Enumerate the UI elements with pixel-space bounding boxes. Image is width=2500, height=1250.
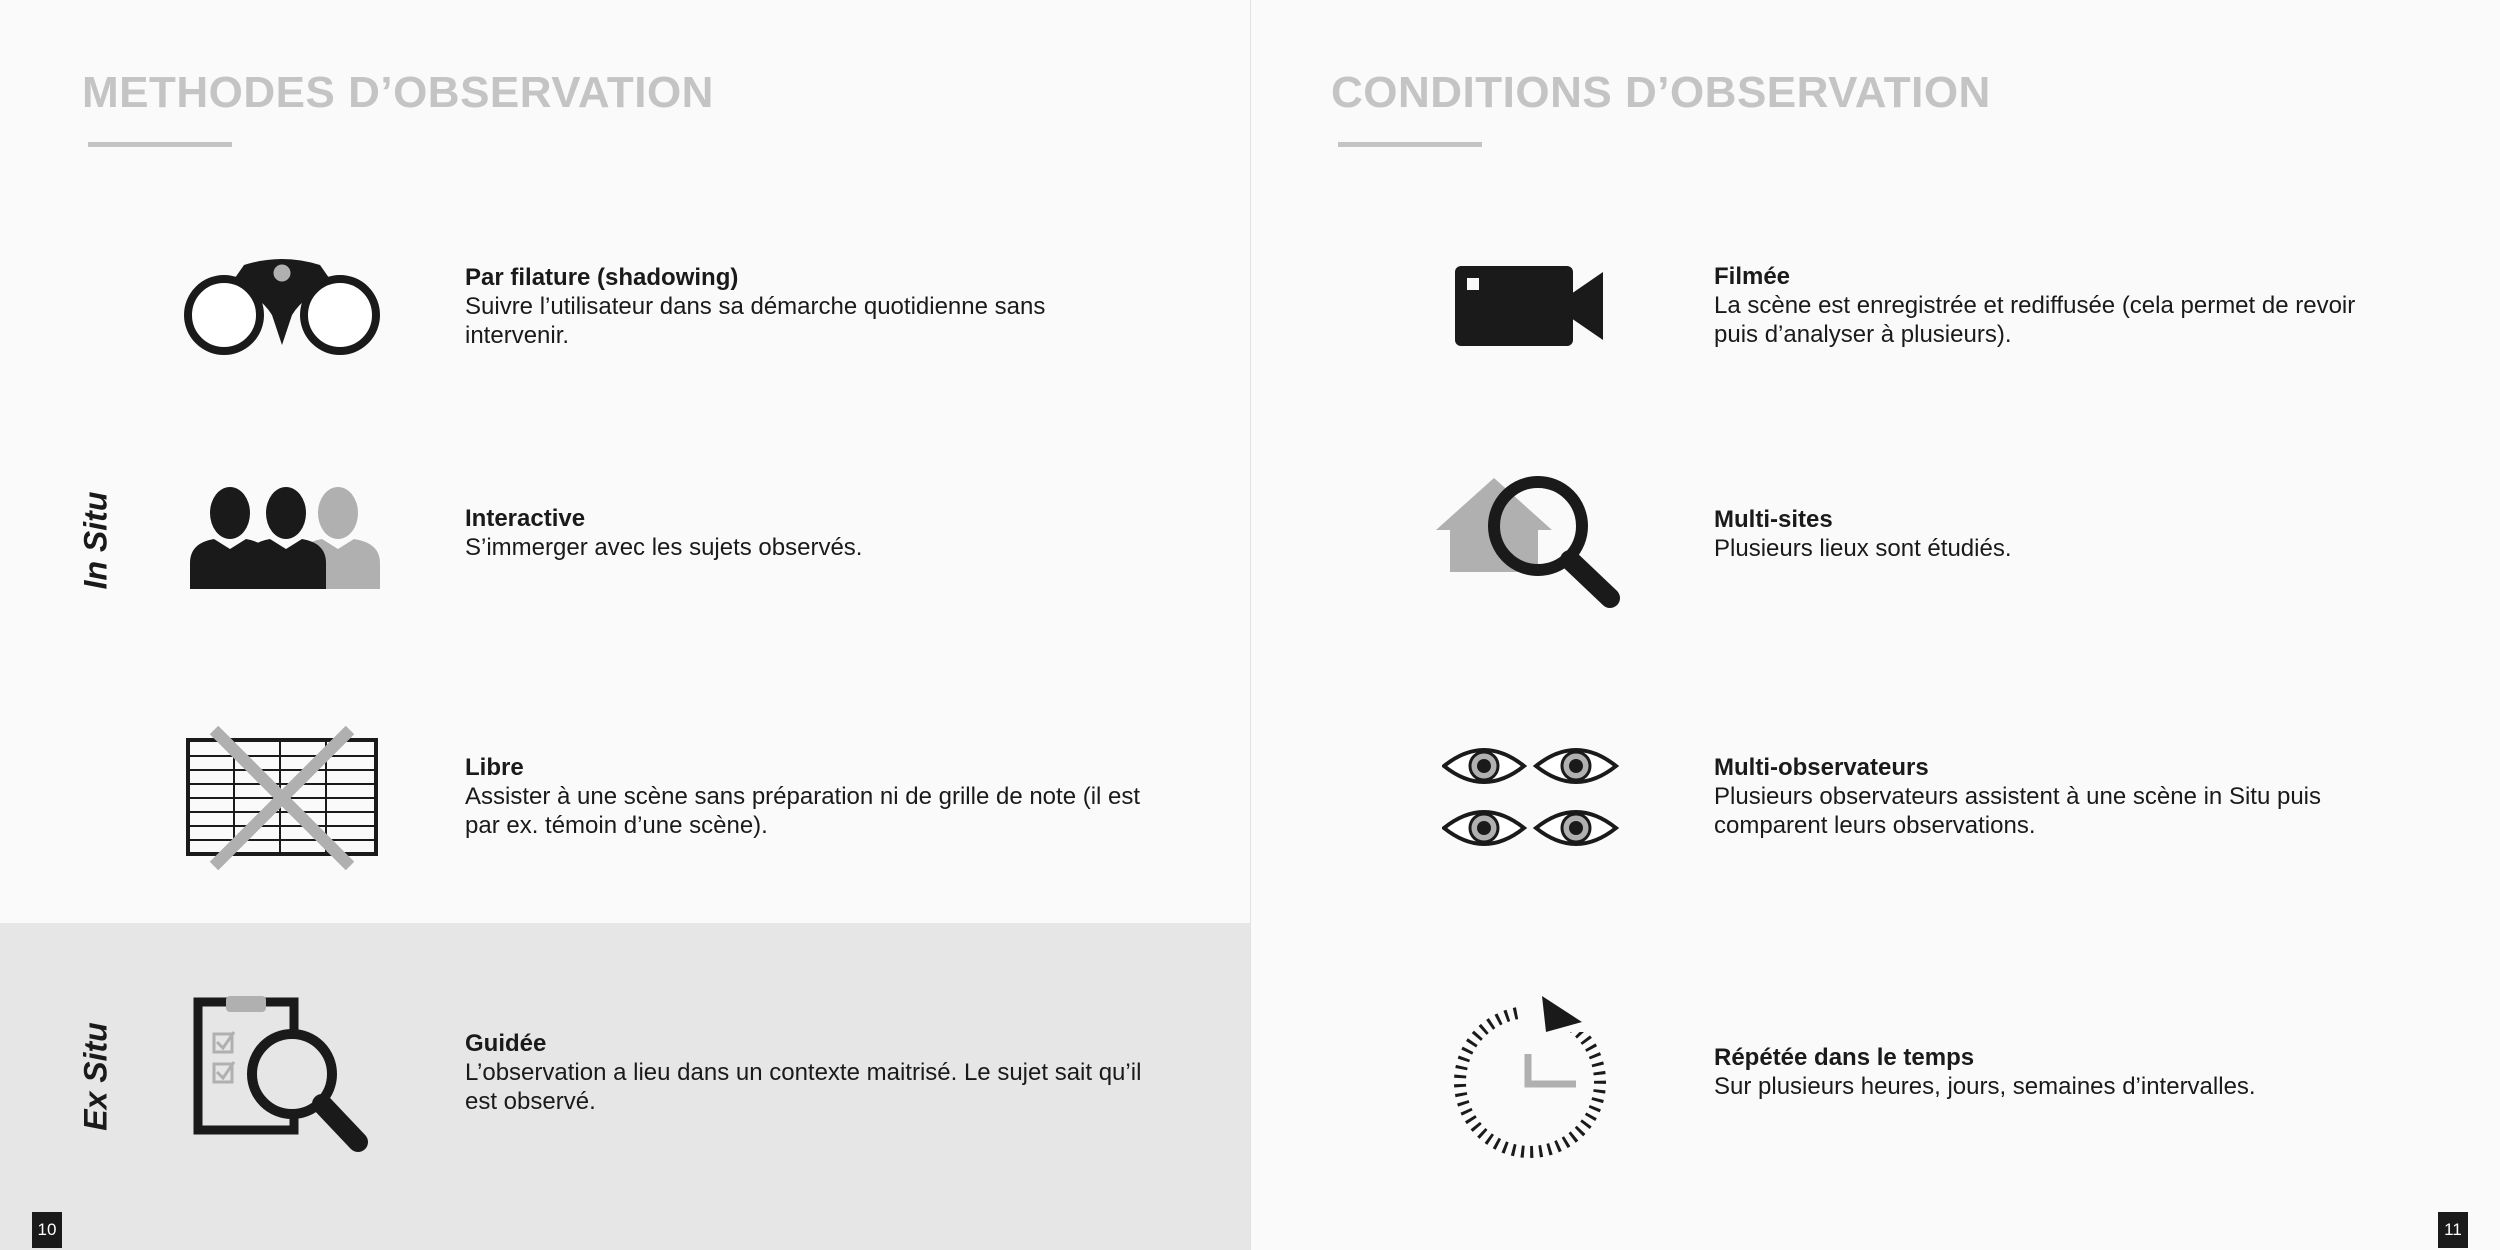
item-text [465,504,1145,562]
item-text [1714,753,2394,840]
item-heading: Multi-observateurs [1714,754,1929,781]
item-text [465,1029,1145,1116]
item-text [1714,1043,2394,1101]
item-description: S’immerger avec les sujets observés. [465,534,863,561]
house-search-icon [1432,472,1622,613]
right-title-underline [1338,142,1482,147]
binoculars-icon [184,255,380,372]
item-text [465,263,1145,350]
item-heading: Guidée [465,1030,547,1057]
page-number-left: 10 [32,1212,62,1248]
item-description: Plusieurs observateurs assistent à une scène in Situ puis comparent leurs observations. [1714,783,2321,839]
video-camera-icon [1455,264,1603,353]
timer-repeat-icon [1450,992,1620,1167]
item-text [1714,262,2394,349]
item-description: Assister à une scène sans préparation ni de grille de note (il est par ex. témoin d’une scène). [465,783,1141,839]
clipboard-search-icon [192,996,372,1161]
item-heading: Répétée dans le temps [1714,1044,1975,1071]
item-description: Sur plusieurs heures, jours, semaines d’intervalles. [1714,1073,2256,1100]
item-text [465,753,1145,840]
item-description: Suivre l’utilisateur dans sa démarche quotidienne sans intervenir. [465,293,1046,349]
page-number-right: 11 [2438,1212,2468,1248]
left-title-underline [88,142,232,147]
item-heading: Filmée [1714,263,1791,290]
four-eyes-icon [1442,740,1622,861]
left-page-title: METHODES D’OBSERVATION [82,68,714,117]
in-situ-label: In Situ [77,491,114,590]
item-description: L’observation a lieu dans un contexte maitrisé. Le sujet sait qu’il est observé. [465,1059,1142,1115]
item-description: Plusieurs lieux sont étudiés. [1714,535,2012,562]
crossed-grid-icon [184,726,380,875]
item-heading: Par filature (shadowing) [465,264,739,291]
ex-situ-label: Ex Situ [77,1022,114,1131]
item-description: La scène est enregistrée et rediffusée (cela permet de revoir puis d’analyser à plusieurs). [1714,292,2356,348]
item-text [1714,505,2394,563]
item-heading: Multi-sites [1714,506,1833,533]
item-heading: Libre [465,754,524,781]
right-page-title: CONDITIONS D’OBSERVATION [1331,68,1991,117]
item-heading: Interactive [465,505,586,532]
people-group-icon [186,483,380,594]
